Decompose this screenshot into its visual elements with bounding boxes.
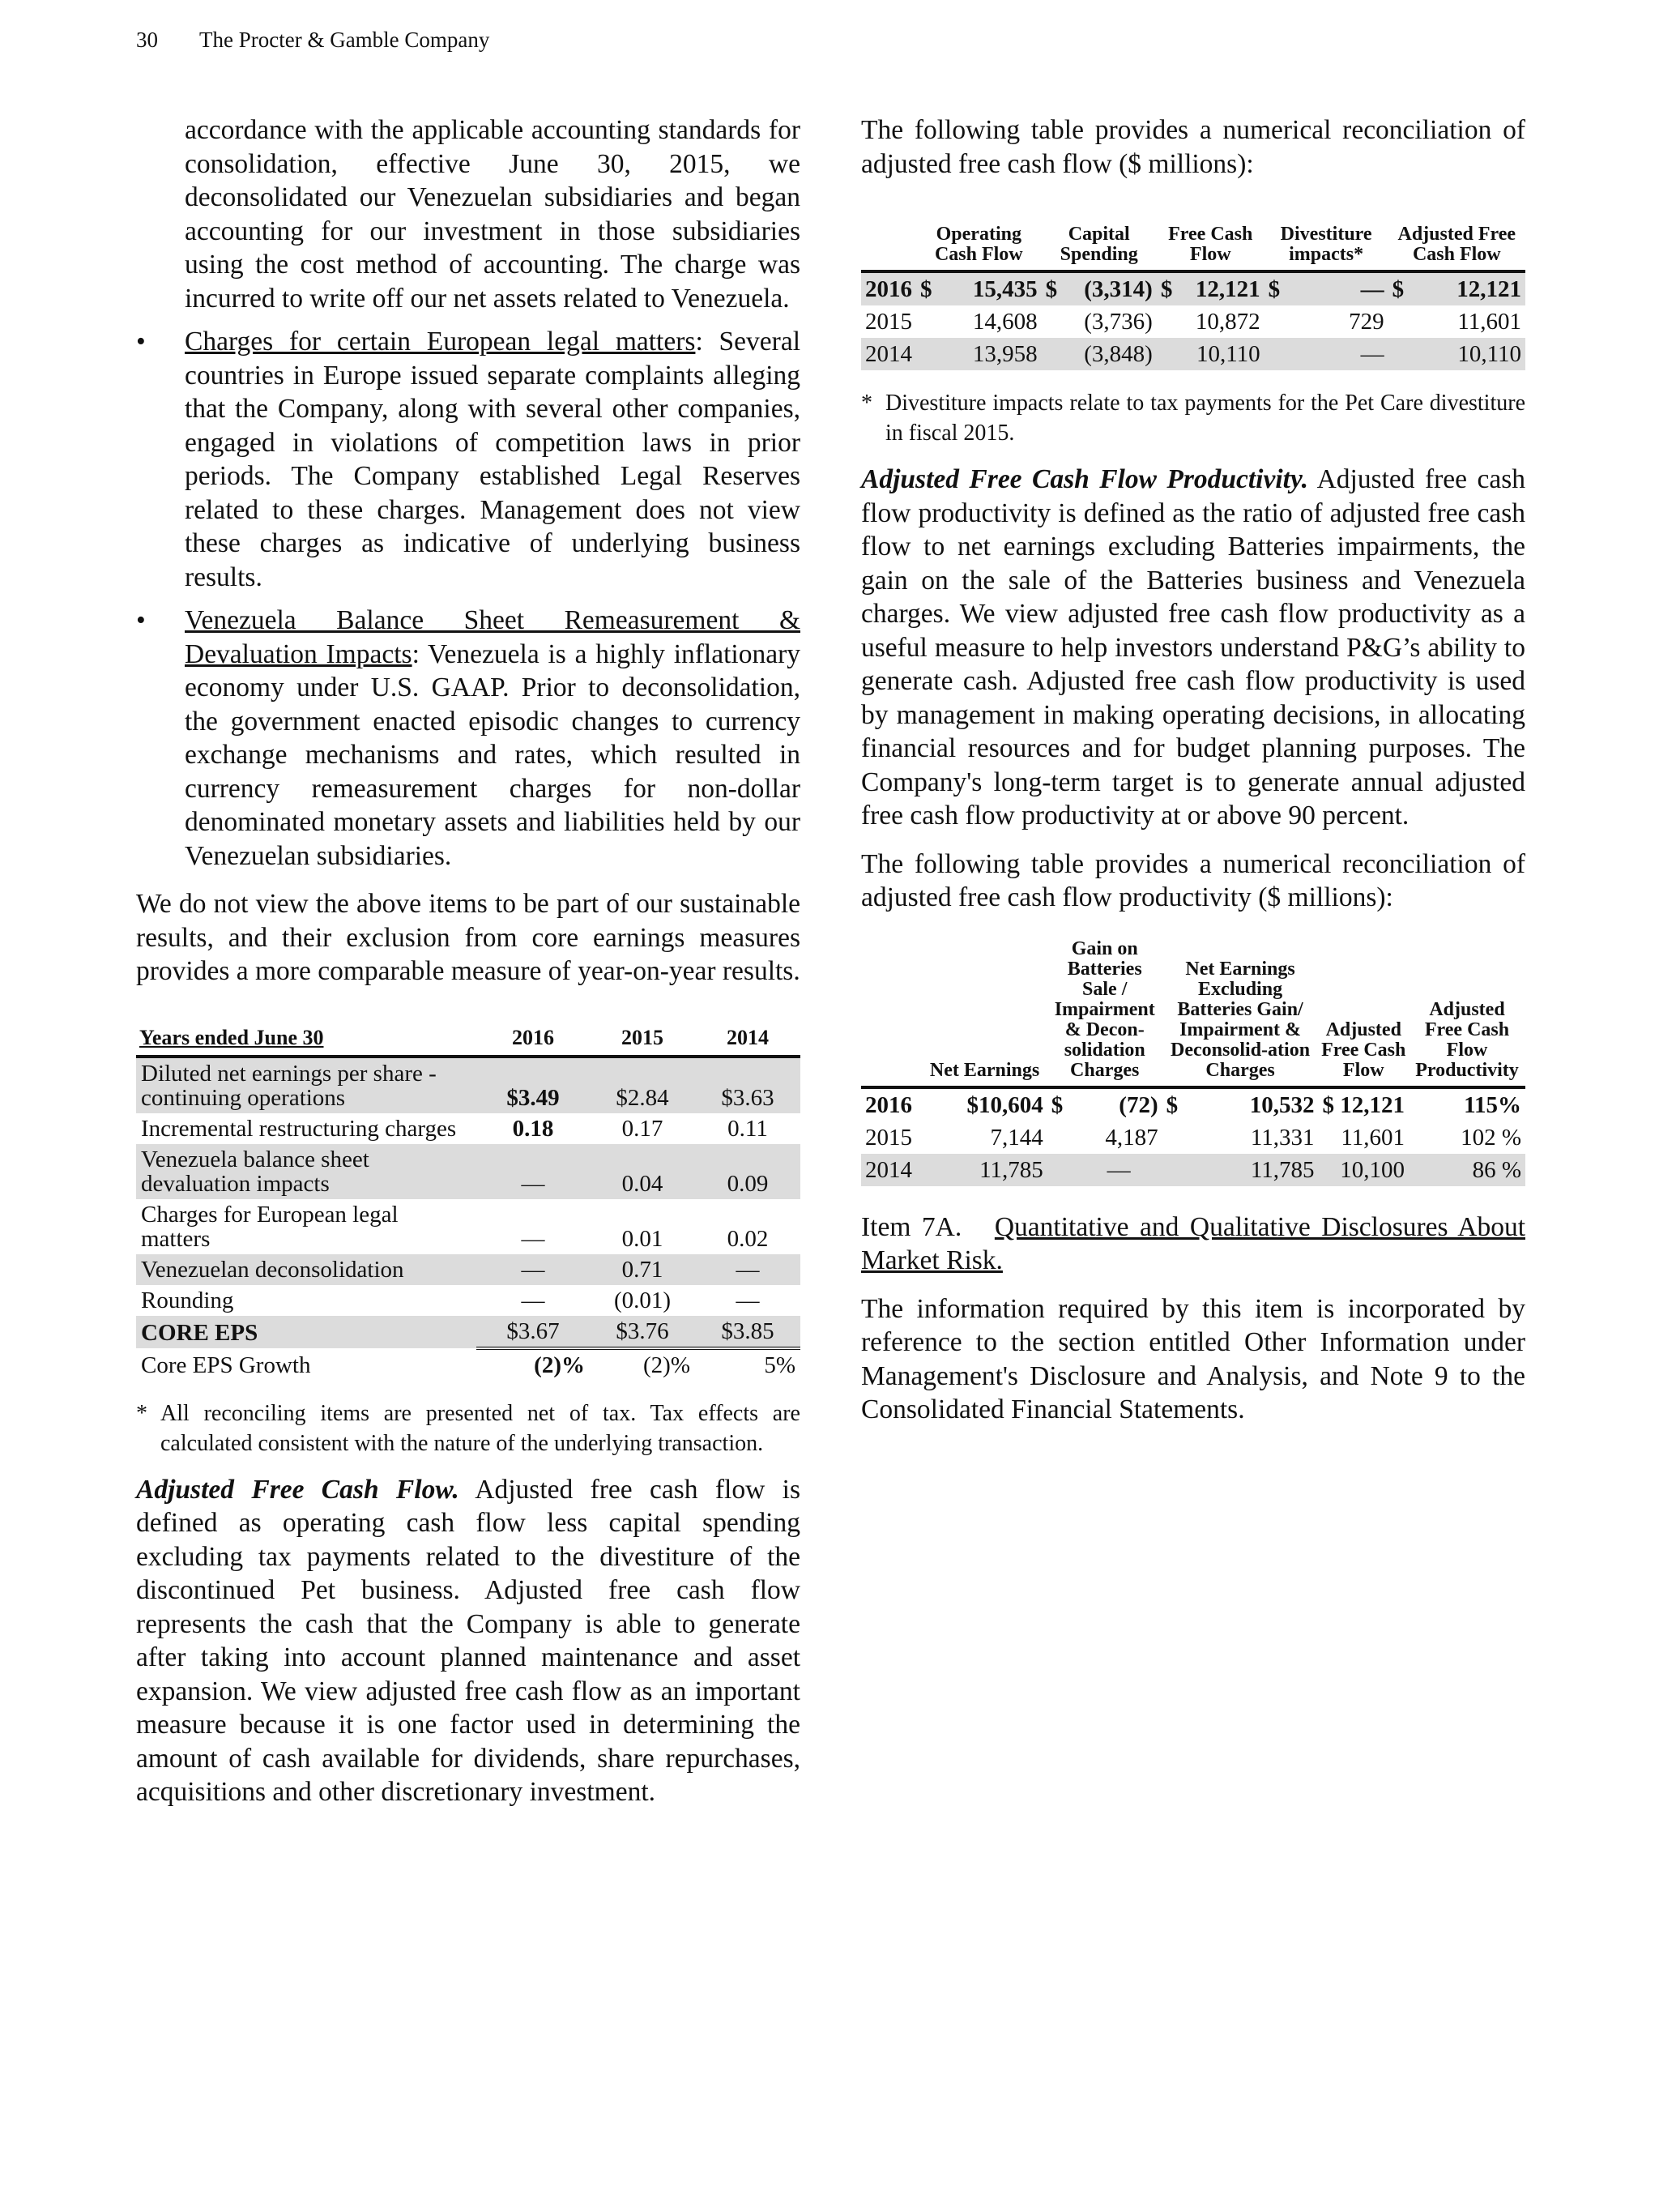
row-year: 2014 — [861, 338, 916, 370]
item-7a-paragraph: The information required by this item is incorporated by reference to the section entitled Other Information under Management's Disclosure and Analysis, and Note 9 to the Consolidated Financial Statements. — [861, 1293, 1525, 1424]
cell-value: — — [1303, 338, 1388, 370]
cell-value: — — [521, 1225, 545, 1252]
company-name: The Procter & Gamble Company — [199, 28, 490, 52]
row-label: Charges for European legal matters — [141, 1201, 399, 1252]
venezuela-intro-paragraph: accordance with the applicable accounting standards for consolidation, effective June 30, 2015, we deconsolidated our Venezuelan subsidiaries and began accounting for our investment in those subsidiaries using the cost method of accounting. The charge was incurred to write off our net assets related to Venezuela. — [185, 115, 800, 314]
table-row — [861, 305, 1525, 338]
header-cell: Net Earnings Excluding Batteries Gain/ Impairment & Deconsolid-ation Charges — [1162, 937, 1319, 1087]
cell-value: — — [1076, 1154, 1162, 1186]
fcf-reconciliation-table — [861, 223, 1525, 370]
header-cell: Adjusted Free Cash Flow — [1388, 223, 1525, 271]
header-cell: Years ended June 30 — [136, 1021, 476, 1057]
productivity-paragraph — [861, 463, 1525, 833]
adjusted-fcf-text: Adjusted free cash flow is defined as operating cash flow less capital spending excluding tax payments related to the divestiture of the discontinued Pet business. Adjusted free cash flow represents the cash that the Company is able to generate after taking into account planned maintenance and asset expansion. We view adjusted free cash flow as an important measure because it is one factor used in determining the amount of cash available for dividends, share repurchases, acquisitions and other discretionary investment. — [136, 1474, 800, 1807]
row-label: Diluted net earnings per share - continuing operations — [136, 1057, 476, 1113]
cell-value: 11,331 — [1250, 1124, 1315, 1151]
cell-value: 10,872 — [1195, 309, 1260, 335]
cell-value: 14,608 — [972, 309, 1038, 335]
table-row: 2016 $10,604 $ (72) $ 10,532 $ 12,121 115% — [861, 1087, 1525, 1121]
cell-value: (2)% — [643, 1352, 690, 1378]
summary-paragraph: We do not view the above items to be part of our sustainable results, and their exclusion from core earnings measures provides a more comparable measure of year-on-year results. — [136, 889, 800, 986]
adjusted-fcf-heading: Adjusted Free Cash Flow. — [136, 1474, 459, 1505]
cell-value: 0.71 — [590, 1254, 695, 1285]
cell-value: — — [476, 1254, 590, 1285]
cell-value: 10,532 — [1249, 1091, 1315, 1118]
header-cell: Net Earnings — [922, 937, 1047, 1087]
header-cell: Adjusted Free Cash Flow — [1319, 937, 1410, 1087]
cell-value: 11,601 — [1457, 309, 1521, 335]
eps-footnote: * All reconciling items are presented net of tax. Tax effects are calculated consistent with the nature of the underlying transaction. — [136, 1400, 800, 1456]
cell-value: 0.02 — [727, 1225, 769, 1252]
cell-value: $3.76 — [590, 1316, 695, 1348]
header-cell: 2015 — [590, 1021, 695, 1057]
row-label: Venezuela balance sheet devaluation impacts — [136, 1144, 476, 1199]
page-number: 30 — [136, 28, 158, 52]
table-header-row — [861, 937, 1525, 1087]
table-row — [136, 1285, 800, 1316]
productivity-heading: Adjusted Free Cash Flow Productivity. — [861, 464, 1308, 494]
table-row — [861, 1121, 1525, 1154]
bullet-title: Charges for certain European legal matters — [185, 327, 696, 357]
table-row — [136, 1057, 800, 1113]
row-year: 2015 — [865, 309, 912, 335]
cell-value: — — [695, 1254, 800, 1285]
fcf-table-intro: The following table provides a numerical reconciliation of adjusted free cash flow ($ millions): — [861, 115, 1525, 179]
header-cell: Gain on Batteries Sale / Impairment & Decon-solidation Charges — [1047, 937, 1162, 1087]
header-cell: Divestiture impacts* — [1265, 223, 1388, 271]
cell-value: 0.11 — [727, 1115, 768, 1142]
table-row — [136, 1113, 800, 1144]
item-7a-label: Item 7A. — [861, 1211, 962, 1242]
cell-value: 11,785 — [922, 1154, 1047, 1186]
cell-value: (2)% — [534, 1352, 585, 1378]
left-column — [136, 113, 800, 1809]
table-row: 2016 $ 15,435 $ (3,314) $ 12,121 $ — $ 12,121 — [861, 271, 1525, 305]
cell-value: 13,958 — [943, 338, 1041, 370]
cell-value: 11,601 — [1341, 1124, 1405, 1151]
bullet-title: Venezuela Balance Sheet Remeasurement & Devaluation Impacts — [185, 605, 800, 669]
bullet-text: : Several countries in Europe issued separate complaints alleging that the Company, along with several other companies, engaged in violations of competition laws in prior periods. The Company established Legal Reserves related to these charges. Management does not view these charges as indicative of underlying business results. — [185, 327, 800, 592]
table-row — [136, 1144, 800, 1199]
cell-value: 15,435 — [943, 271, 1041, 305]
table-row — [136, 1199, 800, 1254]
cell-value: — — [476, 1144, 590, 1199]
cell-value: 0.09 — [695, 1144, 800, 1199]
productivity-text: Adjusted free cash flow productivity is defined as the ratio of adjusted free cash flow to net earnings excluding Batteries impairments, the gain on the sale of the Batteries business and Venezuela charges. We view adjusted free cash flow productivity as a useful measure to help investors understand P&G’s ability to generate cash. Adjusted free cash flow productivity is used by management in making operating decisions, in allocating financial resources and for budget planning purposes. The Company's long-term target is to generate annual adjusted free cash flow productivity at or above 90 percent. — [861, 464, 1525, 831]
header-cell: 2014 — [695, 1021, 800, 1057]
table-row — [136, 1254, 800, 1285]
cell-value: — — [736, 1287, 760, 1313]
row-label: Core EPS Growth — [141, 1352, 311, 1378]
row-label: Venezuelan deconsolidation — [136, 1254, 476, 1285]
header-cell: Free Cash Flow — [1157, 223, 1265, 271]
row-label: Incremental restructuring charges — [141, 1115, 457, 1142]
cell-value: 10,100 — [1319, 1154, 1410, 1186]
row-year: 2016 — [861, 271, 916, 305]
cell-value: 5% — [764, 1352, 795, 1378]
cell-value: $2.84 — [590, 1057, 695, 1113]
row-year: 2015 — [865, 1124, 912, 1151]
cell-value: $ 12,121 — [1322, 1091, 1405, 1118]
cell-value: $10,604 — [966, 1091, 1043, 1118]
header-cell: Operating Cash Flow — [916, 223, 1042, 271]
bullet-marker: • — [136, 327, 146, 357]
cell-value: — — [1303, 271, 1388, 305]
row-year: 2016 — [865, 1091, 912, 1118]
cell-value: 0.01 — [621, 1225, 663, 1252]
table-row — [861, 1154, 1525, 1186]
cell-value: 7,144 — [990, 1124, 1043, 1151]
productivity-table-intro: The following table provides a numerical reconciliation of adjusted free cash flow productivity ($ millions): — [861, 848, 1525, 912]
cell-value: 0.04 — [590, 1144, 695, 1199]
cell-value: 12,121 — [1179, 271, 1264, 305]
cell-value: (0.01) — [613, 1287, 672, 1313]
item-7a-heading — [861, 1211, 1525, 1278]
page-header — [136, 28, 489, 53]
row-label: Rounding — [141, 1287, 234, 1313]
cell-value: 102 % — [1461, 1124, 1521, 1151]
cell-value: (3,848) — [1065, 338, 1157, 370]
right-column — [861, 113, 1525, 1427]
cell-value: (72) — [1119, 1091, 1158, 1118]
table-row — [136, 1348, 800, 1381]
cell-value: $3.85 — [695, 1316, 800, 1348]
item-7a-title: Quantitative and Qualitative Disclosures About Market Risk. — [861, 1211, 1525, 1275]
table-row — [861, 338, 1525, 370]
bullet-marker: • — [136, 605, 146, 635]
cell-value: (3,736) — [1084, 309, 1153, 335]
bullet-european-legal — [136, 325, 800, 594]
adjusted-fcf-paragraph — [136, 1473, 800, 1809]
cell-value: 10,110 — [1418, 338, 1525, 370]
fcf-footnote: * Divestiture impacts relate to tax payments for the Pet Care divestiture in fiscal 2015. — [861, 391, 1525, 446]
header-cell: 2016 — [476, 1021, 590, 1057]
cell-value: 12,121 — [1418, 271, 1525, 305]
cell-value: — — [521, 1287, 545, 1313]
cell-value: 0.17 — [621, 1115, 663, 1142]
row-label: CORE EPS — [136, 1316, 476, 1348]
bullet-text: : Venezuela is a highly inflationary economy under U.S. GAAP. Prior to deconsolidation, the government enacted episodic changes to currency exchange mechanisms and rates, which resulted in currency remeasurement charges for non-dollar denominated monetary assets and liabilities held by our Venezuelan subsidiaries. — [185, 638, 800, 871]
table-row — [136, 1316, 800, 1348]
header-cell: Adjusted Free Cash Flow Productivity — [1409, 937, 1525, 1087]
bullet-venezuela-remeasurement — [136, 604, 800, 873]
cell-value: $3.63 — [695, 1057, 800, 1113]
cell-value: $3.67 — [476, 1316, 590, 1348]
productivity-reconciliation-table — [861, 937, 1525, 1186]
cell-value: $3.49 — [476, 1057, 590, 1113]
header-cell: Capital Spending — [1042, 223, 1157, 271]
cell-value: 0.18 — [512, 1115, 554, 1142]
cell-value: 10,110 — [1179, 338, 1264, 370]
cell-value: 729 — [1349, 309, 1384, 335]
cell-value: 115% — [1464, 1091, 1521, 1118]
table-header-row — [861, 223, 1525, 271]
cell-value: 4,187 — [1105, 1124, 1158, 1151]
table-header-row — [136, 1021, 800, 1057]
core-eps-table — [136, 1021, 800, 1381]
cell-value: 11,785 — [1196, 1154, 1319, 1186]
cell-value: (3,314) — [1065, 271, 1157, 305]
row-year: 2014 — [861, 1154, 922, 1186]
cell-value: 86 % — [1409, 1154, 1525, 1186]
